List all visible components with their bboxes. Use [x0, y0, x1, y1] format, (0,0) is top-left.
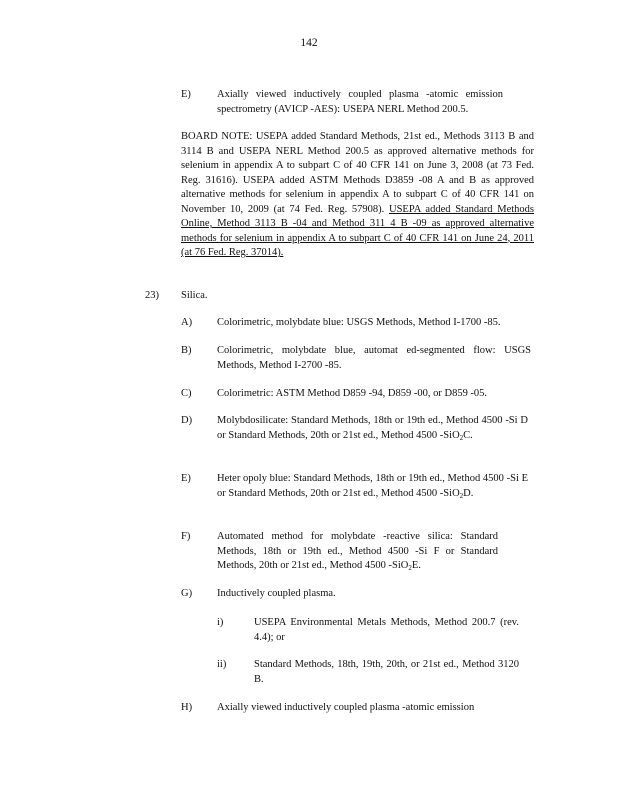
item-text-top-e: Axially viewed inductively coupled plasma -atomic emission spectrometry (AVICP -AES): USEPA NERL Method 200.5. [217, 89, 503, 115]
item-text-g: Inductively coupled plasma. [217, 588, 336, 599]
item-text-f [217, 530, 498, 574]
item-text-e-tail: D. [463, 487, 474, 499]
item-text-d-tail: C. [463, 429, 473, 441]
item-text-d-main: Molybdosilicate: Standard Methods, 18th or 19th ed., Method 4500 -Si D or Standard Methods, 20th or 21st ed., Method 4500 -SiO [217, 415, 528, 441]
item-text-h: Axially viewed inductively coupled plasma -atomic emission [217, 702, 475, 713]
item-text-e-subscript: 2 [459, 491, 464, 500]
subitem-text-i: USEPA Environmental Metals Methods, Method 200.7 (rev. 4.4); or [254, 617, 519, 643]
subitem-text-ii: Standard Methods, 18th, 19th, 20th, or 21st ed., Method 3120 B. [254, 659, 519, 685]
item-label-h: H) [181, 702, 193, 713]
item-label-d: D) [181, 415, 193, 426]
item-text-e [217, 472, 528, 501]
item-text-b: Colorimetric, molybdate blue, automat ed-segmented flow: USGS Methods, Method I-2700 -85. [217, 345, 531, 371]
item-text-f-subscript: 2 [408, 564, 412, 572]
item-label-b: B) [181, 345, 192, 356]
item-text-d [217, 414, 528, 443]
item-label-e: E) [181, 473, 191, 484]
item-text-e-main: Heter opoly blue: Standard Methods, 18th or 19th ed., Method 4500 -Si E or Standard Methods, 20th or 21st ed., Method 4500 -SiO [217, 473, 528, 499]
section-title: Silica. [181, 290, 208, 301]
item-label-f: F) [181, 531, 191, 542]
board-note [181, 130, 534, 261]
item-text-c: Colorimetric: ASTM Method D859 -94, D859 -00, or D859 -05. [217, 388, 488, 399]
board-note-text: BOARD NOTE: USEPA added Standard Methods, 21st ed., Methods 3113 B and 3114 B and USEPA NERL Method 200.5 as approved alternative methods for selenium in appendix A to subpart C of 40 CFR 141 on June 3, 2008 (at 73 Fed. Reg. 31616). USEPA added ASTM Methods D3859 -08 A and B as approved alternative methods for selenium in appendix A to subpart C of 40 CFR 141 on November 10, 2009 (at 74 Fed. Reg. 57908). [181, 131, 534, 215]
board-note-amendment: USEPA added Standard Methods Online, Method 3113 B -04 and Method 311 4 B -09 as approved alternative methods for selenium in appendix A to subpart C of 40 CFR 141 on June 24, 2011 (at 76 Fed. Reg. 37014). [181, 203, 534, 258]
subitem-label-ii: ii) [217, 659, 227, 670]
item-text-d-subscript: 2 [459, 433, 464, 442]
item-label-g: G) [181, 588, 193, 599]
item-label-top-e: E) [181, 89, 191, 100]
item-label-c: C) [181, 388, 192, 399]
item-text-f-main: Automated method for molybdate -reactive silica: Standard Methods, 18th or 19th ed., Method 4500 -Si F or Standard Methods, 20th or 21st ed., Method 4500 -SiO [217, 531, 498, 571]
subitem-label-i: i) [217, 617, 224, 628]
page-number: 142 [300, 37, 318, 49]
item-label-a: A) [181, 317, 193, 328]
item-text-f-tail: E. [411, 560, 421, 571]
section-number: 23) [145, 290, 159, 301]
item-text-a: Colorimetric, molybdate blue: USGS Methods, Method I-1700 -85. [217, 317, 501, 328]
